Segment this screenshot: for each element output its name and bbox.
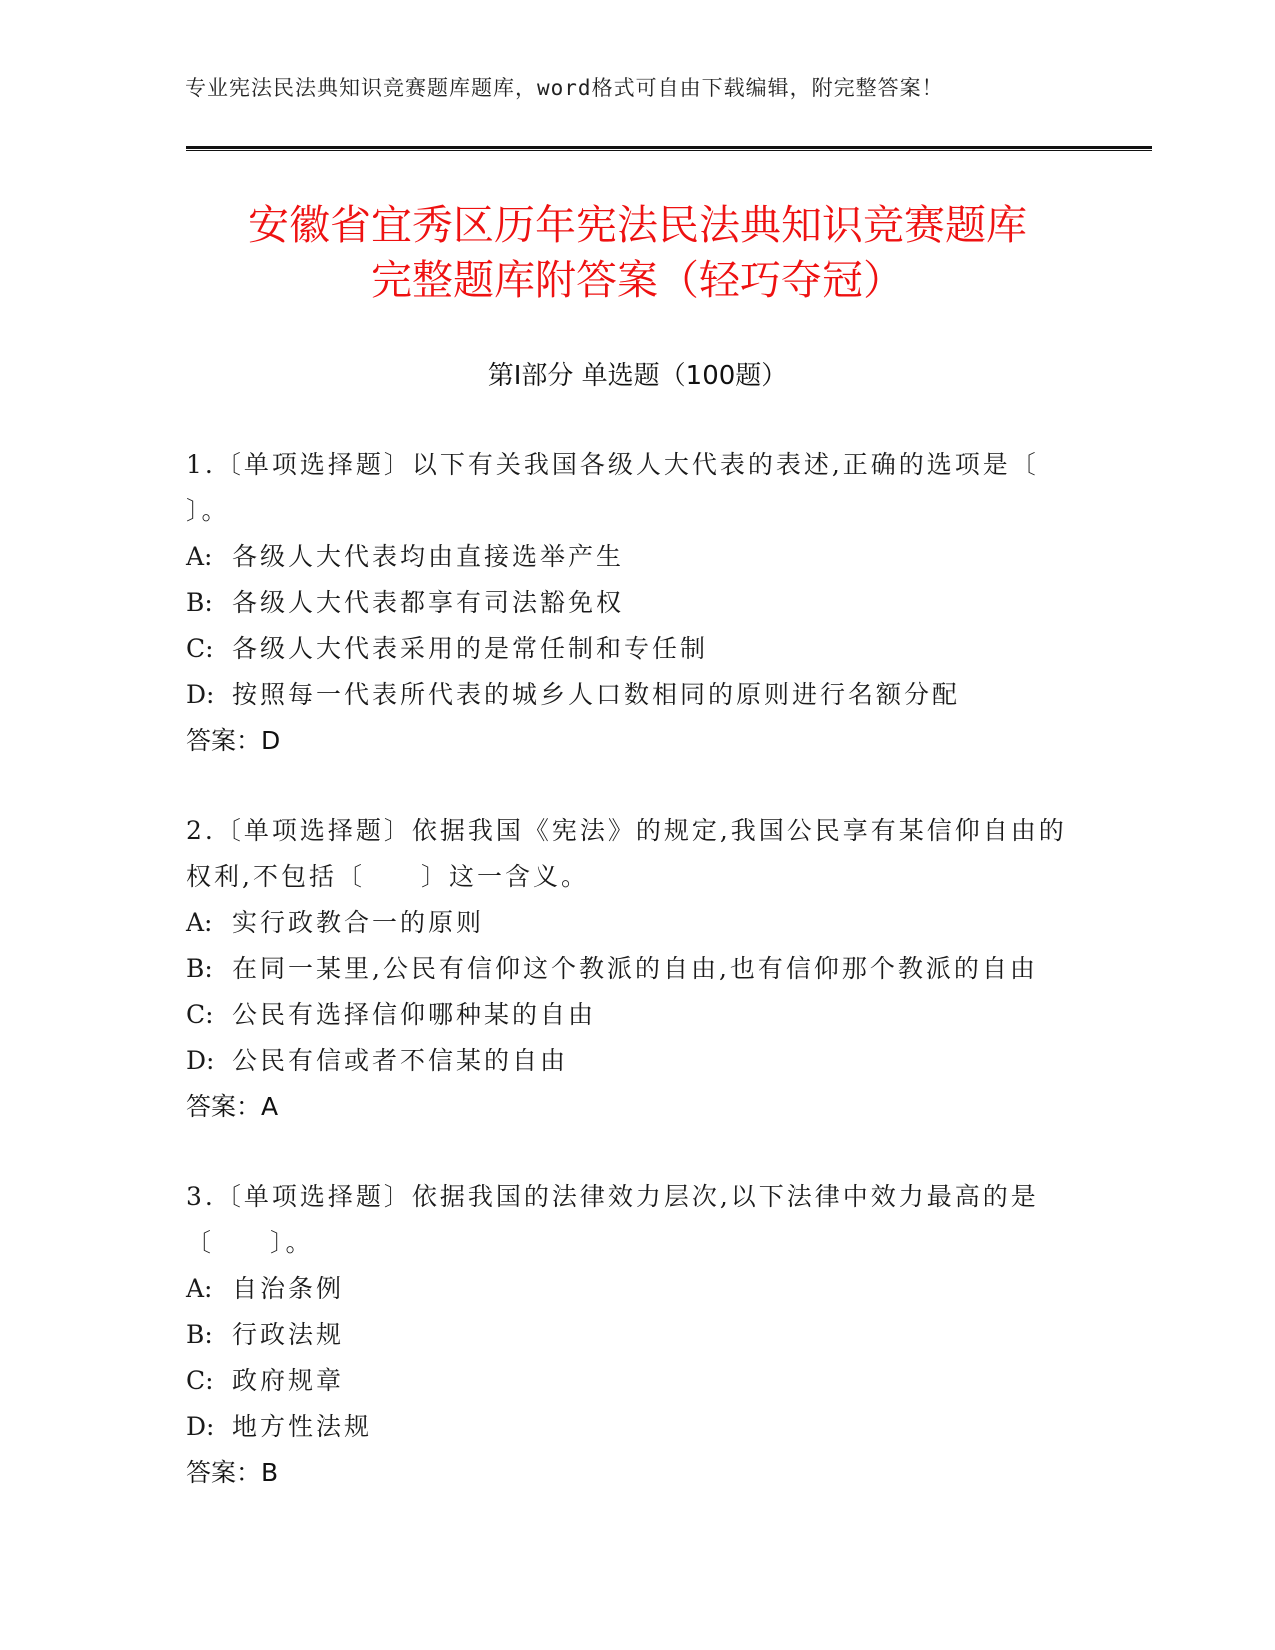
- question-1: [186, 442, 1076, 764]
- header-rule: [186, 146, 1152, 151]
- answer-line: 答案：B: [186, 1458, 279, 1487]
- option-c: [186, 1358, 1076, 1404]
- document-title-line-2: 完整题库附答案（轻巧夺冠）: [371, 256, 904, 304]
- option-text: 按照每一代表所代表的城乡人口数相同的原则进行名额分配: [232, 680, 961, 709]
- option-text: 实行政教合一的原则: [232, 908, 485, 937]
- option-key: B:: [186, 1320, 213, 1349]
- option-a: [186, 534, 1076, 580]
- option-text: 公民有选择信仰哪种某的自由: [232, 1000, 597, 1029]
- answer-line: 答案：D: [186, 726, 281, 755]
- option-text: 各级人大代表采用的是常任制和专任制: [232, 634, 709, 663]
- option-text: 公民有信或者不信某的自由: [232, 1046, 569, 1075]
- option-text: 行政法规: [232, 1320, 345, 1349]
- document-title-line-1: 安徽省宜秀区历年宪法民法典知识竞赛题库: [248, 201, 1027, 249]
- document-title: [0, 198, 1275, 308]
- option-d: [186, 672, 1076, 718]
- option-text: 各级人大代表均由直接选举产生: [232, 542, 625, 571]
- option-text: 各级人大代表都享有司法豁免权: [232, 588, 625, 617]
- option-a: [186, 900, 1076, 946]
- question-3: [186, 1174, 1076, 1496]
- option-key: B:: [186, 954, 213, 983]
- option-a: [186, 1266, 1076, 1312]
- question-2: [186, 808, 1076, 1130]
- option-key: C:: [186, 1366, 214, 1395]
- option-b: [186, 946, 1076, 992]
- answer-line: 答案：A: [186, 1092, 279, 1121]
- option-key: D:: [186, 680, 215, 709]
- option-b: [186, 1312, 1076, 1358]
- question-stem: 2.〔单项选择题〕依据我国《宪法》的规定,我国公民享有某信仰自由的权利,不包括〔 〕这一含义。: [186, 816, 1067, 891]
- option-key: D:: [186, 1046, 215, 1075]
- option-key: A:: [186, 542, 213, 571]
- section-title: 第Ⅰ部分 单选题（100题）: [487, 361, 788, 391]
- option-key: A:: [186, 908, 213, 937]
- option-text: 政府规章: [232, 1366, 345, 1395]
- option-key: A:: [186, 1274, 213, 1303]
- option-d: [186, 1404, 1076, 1450]
- option-b: [186, 580, 1076, 626]
- option-key: C:: [186, 1000, 214, 1029]
- option-key: C:: [186, 634, 214, 663]
- question-stem: 1.〔单项选择题〕以下有关我国各级人大代表的表述,正确的选项是〔 〕。: [186, 450, 1039, 525]
- option-text: 自治条例: [232, 1274, 345, 1303]
- option-text: 在同一某里,公民有信仰这个教派的自由,也有信仰那个教派的自由: [232, 954, 1038, 983]
- option-text: 地方性法规: [232, 1412, 373, 1441]
- option-key: B:: [186, 588, 213, 617]
- question-list: [186, 442, 1076, 1540]
- option-key: D:: [186, 1412, 215, 1441]
- option-c: [186, 626, 1076, 672]
- page-header: 专业宪法民法典知识竞赛题库题库，word格式可自由下载编辑，附完整答案！: [185, 76, 944, 100]
- option-c: [186, 992, 1076, 1038]
- question-stem: 3.〔单项选择题〕依据我国的法律效力层次,以下法律中效力最高的是〔 〕。: [186, 1182, 1039, 1257]
- option-d: [186, 1038, 1076, 1084]
